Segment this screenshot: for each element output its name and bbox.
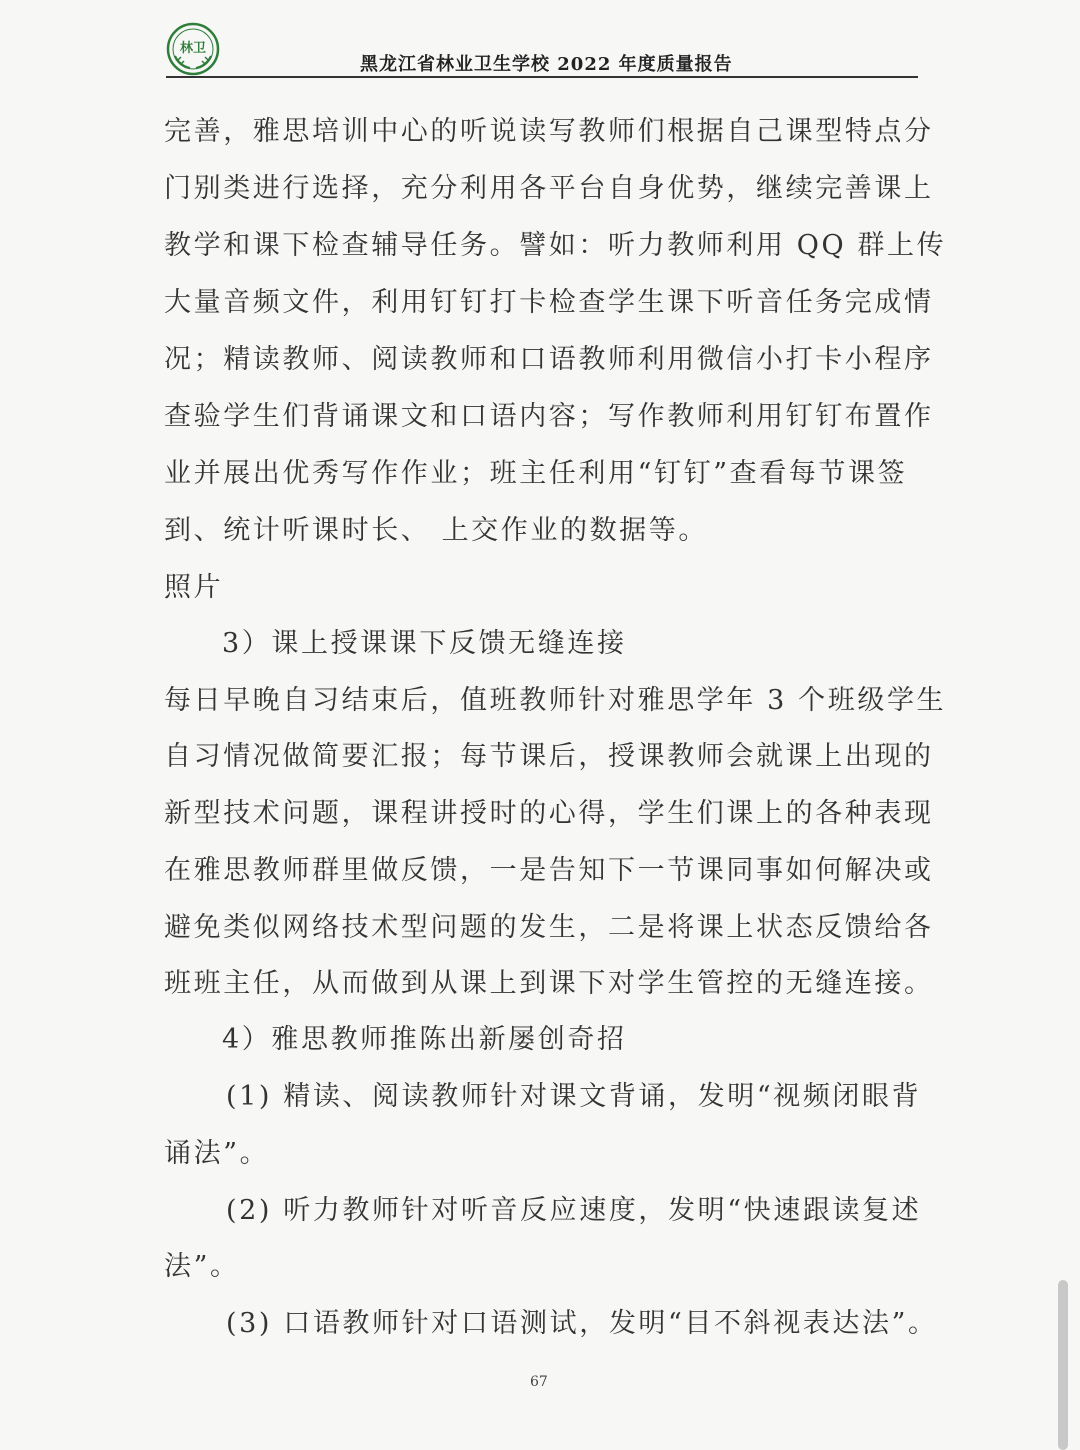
header-title: 黑龙江省林业卫生学校 2022 年度质量报告 bbox=[360, 54, 733, 75]
paragraph-line: 每日早晚自习结束后，值班教师针对雅思学年 3 个班级学生 bbox=[164, 685, 947, 716]
paragraph-line: 查验学生们背诵课文和口语内容；写作教师利用钉钉布置作 bbox=[164, 401, 934, 432]
header-divider bbox=[166, 76, 918, 78]
photo-label: 照片 bbox=[164, 572, 224, 603]
paragraph-line: 完善，雅思培训中心的听说读写教师们根据自己课型特点分 bbox=[164, 116, 934, 147]
paragraph-line: 大量音频文件，利用钉钉打卡检查学生课下听音任务完成情 bbox=[164, 287, 934, 318]
paragraph-line: 避免类似网络技术型问题的发生，二是将课上状态反馈给各 bbox=[164, 912, 934, 943]
emblem-text: 林卫 bbox=[179, 41, 207, 56]
section-heading-4: 4）雅思教师推陈出新屡创奇招 bbox=[222, 1024, 627, 1055]
list-item-continuation: 诵法”。 bbox=[164, 1138, 270, 1169]
paragraph-line: 门别类进行选择，充分利用各平台自身优势，继续完善课上 bbox=[164, 173, 934, 204]
list-item: (2) 听力教师针对听音反应速度，发明“快速跟读复述 bbox=[226, 1195, 922, 1226]
paragraph-line: 到、统计听课时长、 上交作业的数据等。 bbox=[164, 515, 708, 546]
list-item: (3) 口语教师针对口语测试，发明“目不斜视表达法”。 bbox=[226, 1308, 938, 1339]
page-number: 67 bbox=[530, 1374, 548, 1390]
paragraph-line: 班班主任，从而做到从课上到课下对学生管控的无缝连接。 bbox=[164, 968, 934, 999]
paragraph-line: 况；精读教师、阅读教师和口语教师利用微信小打卡小程序 bbox=[164, 344, 934, 375]
section-heading-3: 3）课上授课课下反馈无缝连接 bbox=[222, 628, 627, 659]
paragraph-line: 业并展出优秀写作作业；班主任利用“钉钉”查看每节课签 bbox=[164, 458, 908, 489]
paragraph-line: 在雅思教师群里做反馈，一是告知下一节课同事如何解决或 bbox=[164, 855, 934, 886]
school-emblem-icon bbox=[166, 22, 220, 76]
list-item: (1) 精读、阅读教师针对课文背诵，发明“视频闭眼背 bbox=[226, 1081, 922, 1112]
list-item-continuation: 法”。 bbox=[164, 1251, 240, 1282]
scrollbar-thumb[interactable] bbox=[1058, 1280, 1068, 1450]
paragraph-line: 新型技术问题，课程讲授时的心得，学生们课上的各种表现 bbox=[164, 798, 934, 829]
paragraph-line: 自习情况做简要汇报；每节课后，授课教师会就课上出现的 bbox=[164, 741, 934, 772]
paragraph-line: 教学和课下检查辅导任务。譬如：听力教师利用 QQ 群上传 bbox=[164, 230, 947, 261]
